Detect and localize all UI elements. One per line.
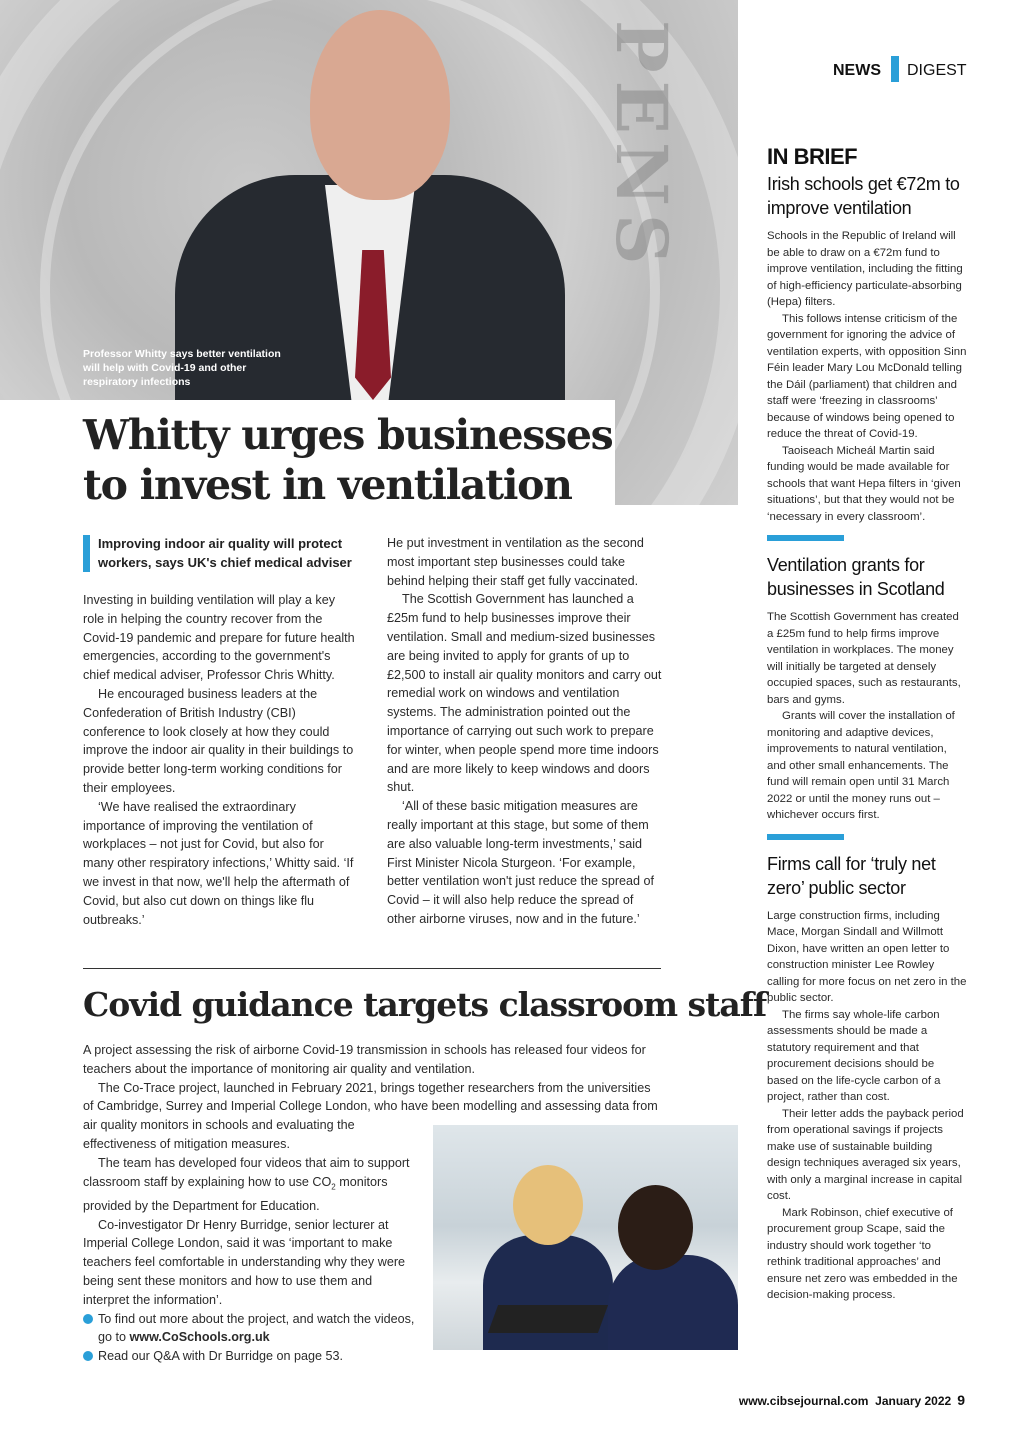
brief-headline: Firms call for ‘truly net zero’ public sector bbox=[767, 853, 936, 898]
paragraph: Mark Robinson, chief executive of procurement group Scape, said the industry should work together ‘to rethink traditional approaches’ and ensure net zero was embedded in the decision-making process. bbox=[767, 1206, 958, 1301]
paragraph: He put investment in ventilation as the second most important step businesses could take behind helping their staff get fully vaccinated. bbox=[387, 536, 644, 588]
page-number: 9 bbox=[957, 1392, 965, 1408]
footer-url: www.cibsejournal.com bbox=[738, 1394, 869, 1408]
standfirst: Improving indoor air quality will protect workers, says UK's chief medical adviser bbox=[83, 535, 358, 572]
article-column-1 bbox=[83, 591, 358, 929]
seal-lettering: PENS bbox=[600, 20, 683, 273]
paragraph: Taoiseach Micheál Martin said funding would be made available for schools that want Hepa filters in ‘given situations’, but that they would not be ‘necessary in every classroom’. bbox=[767, 444, 961, 523]
paragraph: ‘We have realised the extraordinary importance of improving the ventilation of workplaces – not just for Covid, but also for many other respiratory infections,’ Whitty said. ‘If we invest in that now, we'll help the aftermath of Covid, but also cut down on things like flu outbreaks.’ bbox=[83, 799, 354, 927]
paragraph: ‘All of these basic mitigation measures are really important at this stage, but some of them are also valuable long-term investments,’ said First Minister Nicola Sturgeon. ‘For example, better ventilation won't just reduce the spread of Covid – it will also help reduce the spread of other airborne viruses, now and in the future.’ bbox=[387, 799, 655, 926]
paragraph: The firms say whole-life carbon assessments should be made a statutory requirement and that procurement decisions should be based on the life-cycle carbon of a project, rather than cost. bbox=[767, 1008, 941, 1103]
bullet-item: Read our Q&A with Dr Burridge on page 53. bbox=[83, 1347, 660, 1366]
head bbox=[310, 10, 450, 200]
section-label: NEWS DIGEST bbox=[833, 56, 967, 82]
divider bbox=[83, 968, 661, 969]
footer-date: January 2022 bbox=[875, 1394, 952, 1408]
brief-headline: Ventilation grants for businesses in Scotland bbox=[767, 555, 945, 599]
brief-item bbox=[767, 553, 967, 824]
accent-bar bbox=[891, 56, 899, 82]
coschools-link[interactable]: www.CoSchools.org.uk bbox=[129, 1330, 270, 1345]
in-brief-column bbox=[767, 142, 967, 1304]
child-head bbox=[513, 1165, 583, 1245]
paragraph: The Scottish Government has launched a £25m fund to help businesses improve their ventilation. Small and medium-sized businesses are being invited to apply for grants of up to £2,500 to install air quality monitors and carry out remedial work on windows and ventilation systems. The administration pointed out the importance of carrying out such work to prepare for winter, when people spend more time indoors and are more likely to keep windows and doors shut. bbox=[387, 592, 662, 795]
paragraph: Schools in the Republic of Ireland will be able to draw on a €72m fund to improve ventilation, including the fitting of high-efficiency particulate-absorbing (Hepa) filters. bbox=[767, 230, 963, 308]
divider bbox=[767, 834, 844, 840]
paragraph: Co-investigator Dr Henry Burridge, senior lecturer at Imperial College London, said it was ‘important to make teachers feel comfortable in understanding why they were being sent these monitors and how to use them and interpret the information’. bbox=[83, 1217, 406, 1307]
paragraph: This follows intense criticism of the government for ignoring the advice of ventilation experts, with opposition Sinn Féin leader Mary Lou McDonald telling the Dáil (parliament) that children and staff were ‘freezing in classrooms’ because of windows being opened to reduce the threat of Covid-19. bbox=[767, 312, 967, 440]
brief-item bbox=[767, 172, 967, 525]
child-head bbox=[618, 1185, 693, 1270]
paragraph: He encouraged business leaders at the Confederation of British Industry (CBI) conference to look closely at how they could improve the indoor air quality in their buildings to provide better long-term working conditions for their employees. bbox=[83, 686, 354, 795]
divider bbox=[767, 535, 844, 541]
paragraph: The Scottish Government has created a £25m fund to help firms improve ventilation in workplaces. The money will initially be targeted at densely occupied spaces, such as restaurants, bars and gyms. bbox=[767, 611, 961, 706]
paragraph: Grants will cover the installation of monitoring and adaptive devices, improvements to natural ventilation, and other small enhancements. The fund will remain open until 31 March 2022 or until the money runs out – whichever occurs first. bbox=[767, 710, 955, 821]
article-headline: Whitty urges businesses to invest in ventilation bbox=[83, 411, 613, 509]
article2-body bbox=[83, 1041, 660, 1366]
page-footer bbox=[739, 1392, 965, 1408]
paragraph: Large construction firms, including Mace, Morgan Sindall and Willmott Dixon, have written an open letter to construction minister Lee Rowley calling for more focus on net zero in the public sector. bbox=[767, 909, 967, 1004]
paragraph: Their letter adds the payback period from operational savings if projects make use of sustainable building design techniques averaged six years, with only a marginal increase in capital cost. bbox=[767, 1107, 964, 1202]
photo-caption: Professor Whitty says better ventilation will help with Covid-19 and other respiratory infections bbox=[83, 348, 281, 388]
paragraph: A project assessing the risk of airborne Covid-19 transmission in schools has released four videos for teachers about the importance of monitoring air quality and ventilation. bbox=[83, 1043, 646, 1076]
brief-item bbox=[767, 852, 967, 1304]
article2-headline: Covid guidance targets classroom staff bbox=[83, 985, 767, 1024]
article-column-2 bbox=[387, 534, 663, 929]
in-brief-title: IN BRIEF bbox=[767, 144, 858, 169]
brief-headline: Irish schools get €72m to improve ventilation bbox=[767, 174, 960, 218]
bullet-item: To find out more about the project, and watch the videos, go to www.CoSchools.org.uk bbox=[83, 1310, 660, 1348]
paragraph: Investing in building ventilation will play a key role in helping the country recover from the Covid-19 pandemic and prepare for future health emergencies, according to the government's chief medical adviser, Professor Chris Whitty. bbox=[83, 593, 355, 683]
paragraph: The team has developed four videos that aim to support classroom staff by explaining how to use $CO_2$ monitors provided by the Department for Education. bbox=[83, 1155, 410, 1213]
paragraph: The Co-Trace project, launched in February 2021, brings together researchers from the universities of Cambridge, Surrey and Imperial College London, who have been modelling and assessing data from air quality monitors in schools and evaluating the effectiveness of mitigation measures. bbox=[83, 1080, 658, 1151]
